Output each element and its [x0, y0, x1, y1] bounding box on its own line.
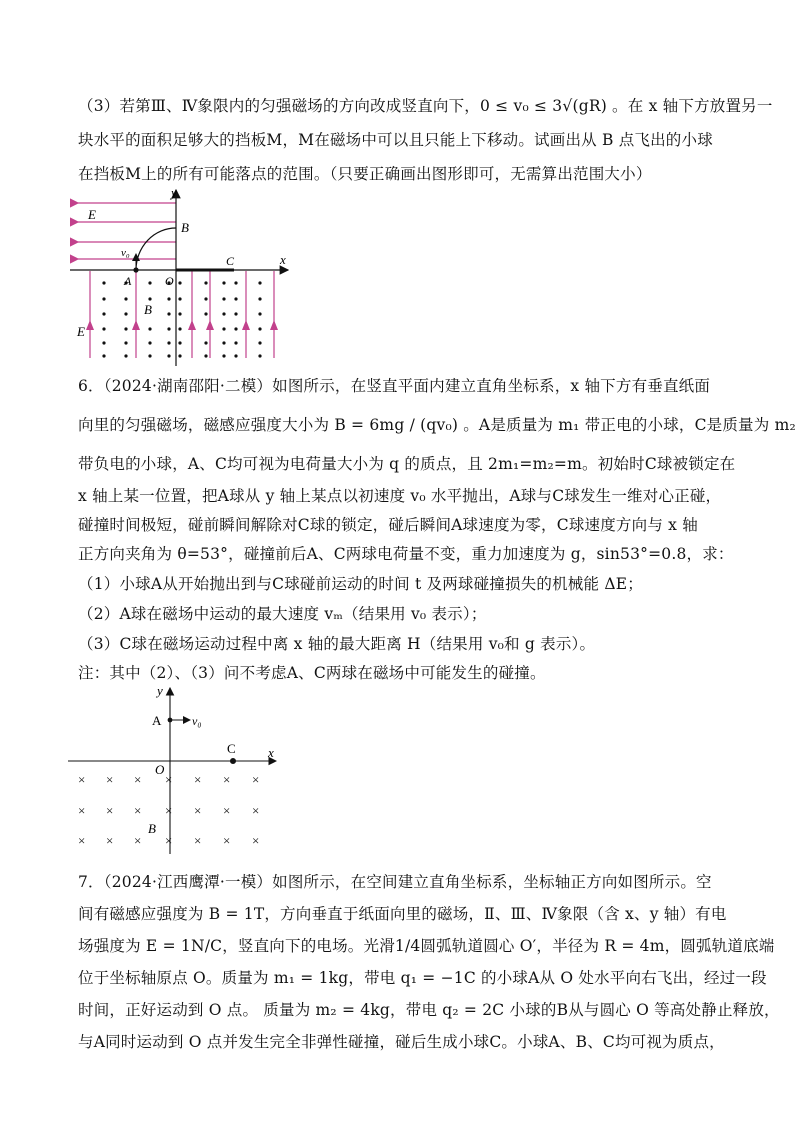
q5-text-line-2: 块水平的面积足够大的挡板M，M在磁场中可以且只能上下移动。试画出从 B 点飞出的小球 [78, 131, 713, 149]
label-x: x [280, 252, 286, 267]
svg-text:×: × [134, 772, 142, 787]
q7-text-line-1: 7．（2024·江西鹰潭·一模）如图所示，在空间建立直角坐标系，坐标轴正方向如图所示。空 [78, 873, 712, 891]
label-o: O [165, 274, 174, 288]
label-e-top: E [88, 207, 96, 222]
q6-text-line-4: x 轴上某一位置，把A球从 y 轴上某点以初速度 v₀ 水平抛出，A球与C球发生一维对心正碰， [78, 487, 722, 505]
label-b-point: B [181, 220, 189, 235]
svg-text:×: × [165, 833, 173, 848]
q5-text-line-3: 在挡板M上的所有可能落点的范围。（只要正确画出图形即可，无需算出范围大小） [78, 165, 652, 183]
q7-text-line-2: 间有磁感应强度为 B = 1T，方向垂直于纸面向里的磁场，Ⅱ、Ⅲ、Ⅳ象限（含 x、y 轴）有电 [78, 905, 727, 923]
q7-text-line-4: 位于坐标轴原点 O。质量为 m₁ = 1kg，带电 q₁ = −1C 的小球A从 O 处水平向右飞出，经过一段 [78, 969, 767, 987]
q7-text-line-6: 与A同时运动到 O 点并发生完全非弹性碰撞，碰后生成小球C。小球A、B、C均可视为质点， [78, 1033, 725, 1051]
label-x-2: x [268, 745, 274, 760]
svg-text:×: × [134, 803, 142, 818]
q6-question-2: （2）A球在磁场中运动的最大速度 vₘ（结果用 v₀ 表示）； [78, 605, 487, 623]
q5-text-line-1: （3）若第Ⅲ、Ⅳ象限内的匀强磁场的方向改成竖直向下，0 ≤ v₀ ≤ 3√(gR) 。在 x 轴下方放置另一 [78, 97, 773, 115]
label-b-2: B [148, 821, 156, 836]
svg-text:×: × [223, 803, 231, 818]
label-c-2: C [227, 741, 236, 756]
label-e-bottom: E [77, 324, 85, 339]
q6-question-1: （1）小球A从开始抛出到与C球碰前运动的时间 t 及两球碰撞损失的机械能 ΔE； [78, 575, 643, 593]
e-field-lines-bottom [86, 271, 278, 358]
svg-text:×: × [165, 803, 173, 818]
svg-text:×: × [223, 772, 231, 787]
b-field-dots [102, 281, 261, 357]
svg-text:×: × [194, 833, 202, 848]
b-field-crosses [78, 772, 259, 848]
q6-question-3: （3）C球在磁场运动过程中离 x 轴的最大距离 H（结果用 v₀和 g 表示）。 [78, 635, 596, 653]
svg-text:×: × [252, 772, 260, 787]
q7-text-line-3: 场强度为 E = 1N/C，竖直向下的电场。光滑1/4圆弧轨道圆心 O′，半径为 R = 4m，圆弧轨道底端 [78, 937, 775, 955]
q6-note: 注：其中（2）、（3）问不考虑A、C两球在磁场中可能发生的碰撞。 [78, 664, 546, 682]
label-y: y [171, 186, 177, 200]
label-v0: v₀ [121, 247, 130, 259]
svg-text:×: × [78, 772, 86, 787]
svg-text:×: × [106, 803, 114, 818]
label-c: C [226, 254, 235, 268]
svg-text:×: × [223, 833, 231, 848]
ball-a [168, 718, 173, 723]
svg-text:×: × [78, 833, 86, 848]
ball-c [230, 758, 236, 764]
label-b-field: B [144, 302, 152, 317]
q6-text-line-1: 6．（2024·湖南邵阳·二模）如图所示，在竖直平面内建立直角坐标系，x 轴下方有垂直纸面 [78, 377, 711, 395]
label-a: A [124, 274, 132, 288]
svg-text:×: × [78, 803, 86, 818]
svg-text:×: × [194, 803, 202, 818]
q6-figure [68, 684, 288, 856]
svg-text:×: × [194, 772, 202, 787]
q7-text-line-5: 时间，正好运动到 O 点。 质量为 m₂ = 4kg，带电 q₂ = 2C 小球的B从与圆心 O 等高处静止释放， [78, 1001, 780, 1019]
q6-text-line-6: 正方向夹角为 θ=53°，碰撞前后A、C两球电荷量不变，重力加速度为 g，sin53°=0.8，求： [78, 545, 734, 563]
q5-figure [70, 186, 300, 366]
svg-text:×: × [106, 772, 114, 787]
q6-text-line-3: 带负电的小球，A、C均可视为电荷量大小为 q 的质点，且 2m₁=m₂=m。初始时C球被锁定在 [78, 455, 736, 473]
arc-track [136, 228, 176, 270]
label-a-2: A [152, 713, 162, 728]
svg-text:×: × [165, 772, 173, 787]
svg-text:×: × [252, 803, 260, 818]
label-y-2: y [157, 684, 163, 698]
svg-text:×: × [106, 833, 114, 848]
label-o-2: O [155, 762, 165, 777]
point-a [133, 267, 138, 272]
label-v0-2: v₀ [192, 714, 202, 728]
q6-text-line-5: 碰撞时间极短，碰前瞬间解除对C球的锁定，碰后瞬间A球速度为零，C球速度方向与 x 轴 [78, 516, 698, 534]
q6-text-line-2: 向里的匀强磁场，磁感应强度大小为 B = 6mg / (qv₀) 。A是质量为 m₁ 带正电的小球，C是质量为 m₂ [78, 416, 796, 434]
svg-text:×: × [252, 833, 260, 848]
svg-text:×: × [134, 833, 142, 848]
